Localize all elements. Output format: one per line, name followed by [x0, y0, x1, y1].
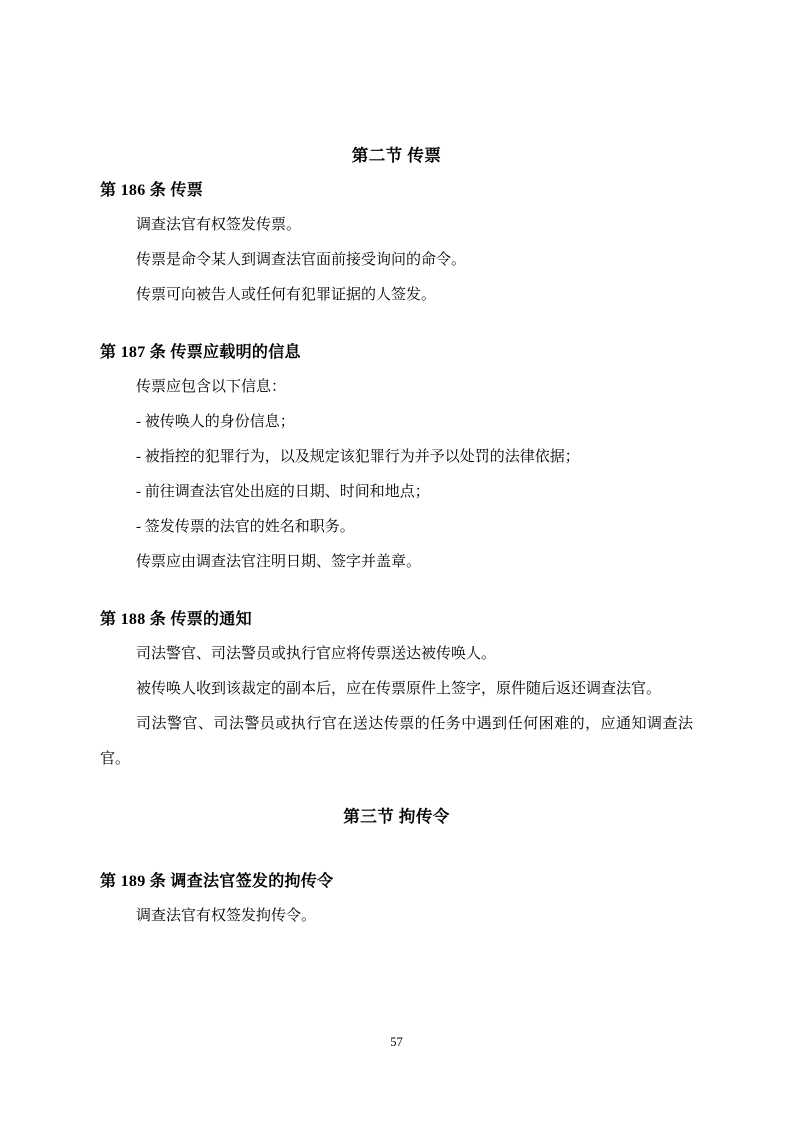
list-item-paragraph: - 签发传票的法官的姓名和职务。	[136, 519, 355, 535]
body-paragraph: 传票应由调查法官注明日期、签字并盖章。	[136, 554, 422, 570]
page-number: 57	[390, 1035, 403, 1049]
article-189-heading: 第 189 条 调查法官签发的拘传令	[100, 873, 334, 890]
body-paragraph: 传票是命令某人到调查法官面前接受询问的命令。	[136, 252, 467, 268]
list-item-paragraph: - 前往调查法官处出庭的日期、时间和地点；	[136, 484, 430, 500]
section-3-title: 第三节 拘传令	[343, 807, 450, 826]
list-item-paragraph: - 被传唤人的身份信息；	[136, 414, 295, 430]
article-189	[100, 864, 693, 934]
body-paragraph: 司法警官、司法警员或执行官在送达传票的任务中遇到任何困难的，应通知调查法官。	[100, 716, 693, 767]
article-186-heading: 第 186 条 传票	[100, 182, 203, 199]
list-item-paragraph: - 被指控的犯罪行为，以及规定该犯罪行为并予以处罚的法律依据；	[136, 449, 580, 465]
page-content	[100, 138, 693, 934]
article-188	[100, 602, 693, 777]
article-187	[100, 335, 693, 580]
section-2-title: 第二节 传票	[351, 146, 442, 165]
body-paragraph: 被传唤人收到该裁定的副本后，应在传票原件上签字，原件随后返还调查法官。	[136, 681, 662, 697]
article-188-heading: 第 188 条 传票的通知	[100, 611, 252, 628]
body-paragraph: 传票可向被告人或任何有犯罪证据的人签发。	[136, 287, 437, 303]
article-186	[100, 173, 693, 313]
body-paragraph: 传票应包含以下信息：	[136, 379, 287, 395]
body-paragraph: 司法警官、司法警员或执行官应将传票送达被传唤人。	[136, 646, 497, 662]
article-187-heading: 第 187 条 传票应载明的信息	[100, 344, 301, 361]
body-paragraph: 调查法官有权签发拘传令。	[136, 908, 317, 924]
body-paragraph: 调查法官有权签发传票。	[136, 217, 302, 233]
